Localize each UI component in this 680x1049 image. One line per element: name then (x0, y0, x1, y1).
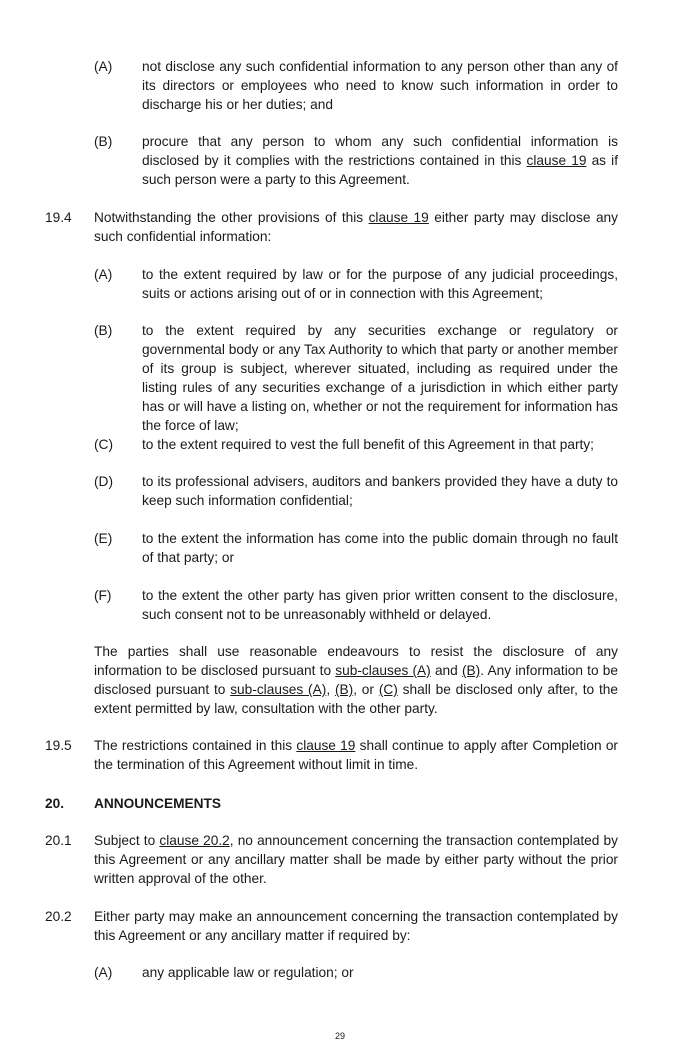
item-label: (C) (94, 437, 114, 452)
sub-clause-reference: (B) (461, 663, 481, 678)
clause-number: 19.4 (45, 210, 72, 225)
clause-20-2-reference: clause 20.2 (159, 833, 230, 848)
clause-19-reference: clause 19 (526, 153, 587, 168)
item-label: (B) (94, 134, 113, 149)
clause-19-reference: clause 19 (296, 738, 356, 753)
section-number: 20. (45, 796, 65, 811)
clause-text: Notwithstanding the other provisions of this clause 19 either party may disclose any such confidential information: (94, 210, 619, 244)
item-text: any applicable law or regulation; or (142, 965, 354, 980)
item-text: procure that any person to whom any such confidential information is disclosed by it complies with the restrictions contained in this clause 19 as if such person were a party to this Agreement. (142, 134, 618, 187)
item-label: (B) (94, 323, 113, 338)
item-label: (A) (94, 267, 113, 282)
clause-text: Subject to clause 20.2, no announcement concerning the transaction contemplated by this Agreement or any ancillary matter shall be made by either party without the prior written approval of the other. (94, 833, 618, 886)
section-title: ANNOUNCEMENTS (94, 796, 221, 811)
page-number: 29 (334, 1031, 345, 1041)
item-label: (D) (94, 474, 114, 489)
item-text: to the extent the other party has given prior written consent to the disclosure, such consent not to be unreasonably withheld or delayed. (142, 588, 618, 622)
clause-number: 19.5 (45, 738, 72, 753)
sub-clause-reference: (B) (334, 682, 354, 697)
sub-clause-reference: (C) (378, 682, 398, 697)
item-text: to the extent required to vest the full benefit of this Agreement in that party; (142, 437, 594, 452)
clause-number: 20.2 (45, 909, 72, 924)
sub-clause-reference: sub-clauses (A) (335, 663, 431, 678)
item-text: to the extent required by law or for the purpose of any judicial proceedings, suits or actions arising out of or in connection with this Agreement; (142, 267, 618, 301)
clause-number: 20.1 (45, 833, 72, 848)
clause-text: Either party may make an announcement concerning the transaction contemplated by this Agreement or any ancillary matter if required by: (94, 909, 618, 943)
clause-text: The restrictions contained in this clause 19 shall continue to apply after Completion or the termination of this Agreement without limit in time. (94, 738, 618, 772)
clause-19-4-paragraph: The parties shall use reasonable endeavours to resist the disclosure of any information to be disclosed pursuant to sub-clauses (A) and (B). Any information to be disclosed pursuant to sub-clauses (A), (B), or (C) shall be disclosed only after, to the extent permitted by law, consultation with the other party. (94, 644, 618, 716)
item-label: (F) (94, 588, 112, 603)
item-text: to its professional advisers, auditors and bankers provided they have a duty to keep such information confidential; (142, 474, 618, 508)
item-label: (A) (94, 59, 113, 74)
item-label: (E) (94, 531, 113, 546)
item-text: to the extent required by any securities exchange or regulatory or governmental body or any Tax Authority to which that party or another member of its group is subject, wherever situated, including as required under the listing rules of any securities exchange of a jurisdiction in which either party has or will have a listing on, whether or not the requirement for information has the force of law; (142, 323, 618, 433)
clause-19-reference: clause 19 (368, 210, 429, 225)
item-label: (A) (94, 965, 113, 980)
item-text: to the extent the information has come into the public domain through no fault of that party; or (142, 531, 618, 565)
sub-clause-reference: sub-clauses (A) (230, 682, 327, 697)
item-text: not disclose any such confidential information to any person other than any of its directors or employees who need to know such information in order to discharge his or her duties; and (142, 59, 618, 112)
